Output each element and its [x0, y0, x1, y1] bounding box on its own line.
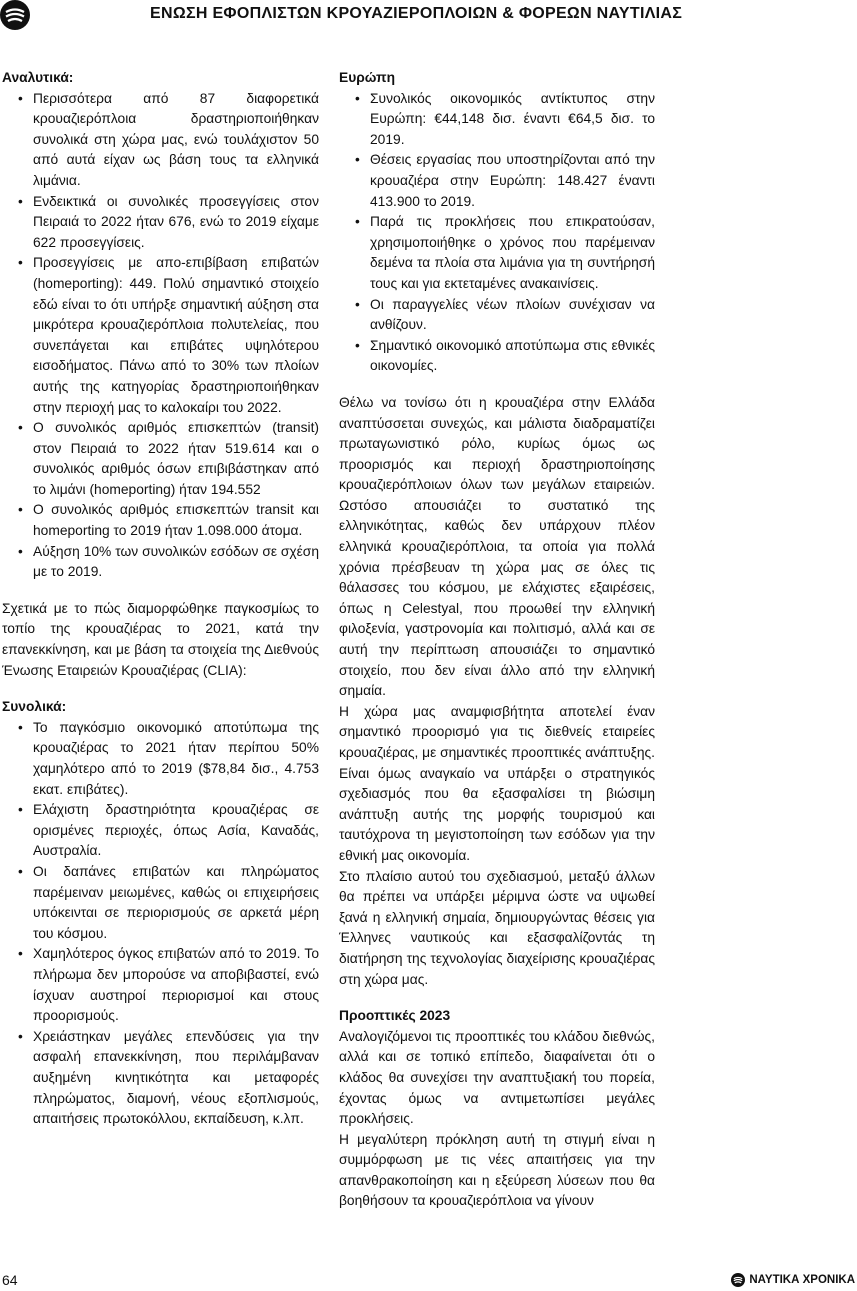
europe-list — [339, 89, 655, 377]
naftika-logo-icon — [731, 1273, 745, 1287]
list-item: • Προσεγγίσεις με απο-επιβίβαση επιβατών (homeporting): 449. Πολύ σημαντικό στοιχείο εδώ είναι το ότι υπήρξε σημαντική αύξηση στα μικρότερα κρουαζιερόπλοια πολυτελείας, που συνεπάγεται και επιβάτες υψηλότερου εισοδήματος. Πάνω από το 30% των πλοίων αυτής της κατηγορίας δραστηριοποιήθηκαν στην περιοχή μας το καλοκαίρι του 2022. — [33, 253, 319, 418]
list-item: • Οι παραγγελίες νέων πλοίων συνέχισαν να ανθίζουν. — [370, 295, 655, 336]
europe-heading: Ευρώπη — [339, 70, 396, 85]
body-paragraph: Στο πλαίσιο αυτού του σχεδιασμού, μεταξύ άλλων θα πρέπει να υπάρξει μέριμνα ώστε να υψωθεί ξανά η ελληνική σημαία, δημιουργώντας θέσεις για Έλληνες ναυτικούς και εξασφαλίζοντάς τη διατήρηση της τεχνολογίας διαχείρισης κρουαζιέρας στη χώρα μας. — [339, 868, 655, 987]
list-item: • Σημαντικό οικονομικό αποτύπωμα στις εθνικές οικονομίες. — [370, 336, 655, 377]
body-paragraph: Η χώρα μας αναμφισβήτητα αποτελεί έναν σημαντικό προορισμό για τις διεθνείς εταιρείες κρουαζιέρας, με σημαντικές προοπτικές ανάπτυξης. Είναι όμως αναγκαίο να υπάρξει ο στρατηγικός σχεδιασμός που θα εξασφαλίσει τη βιώσιμη ανάπτυξη αυτής της μορφής τουρισμού και ταυτόχρονα τη μεγιστοποίηση των εσόδων για την εθνική μας οικονομία. — [339, 703, 655, 863]
body-paragraph: Η μεγαλύτερη πρόκληση αυτή τη στιγμή είναι η συμμόρφωση με τις νέες απαιτήσεις για την απανθρακοποίηση και η εξεύρεση λύσεων που θα βοηθήσουν τα κρουαζιερόπλοια να γίνουν — [339, 1131, 655, 1209]
left-column — [2, 68, 319, 1130]
list-item: • Χαμηλότερος όγκος επιβατών από το 2019. Το πλήρωμα δεν μπορούσε να αποβιβαστεί, ενώ ίσχυαν αυστηροί περιορισμοί και στους προορισμούς. — [33, 944, 319, 1026]
header-title: ΕΝΩΣΗ ΕΦΟΠΛΙΣΤΩΝ ΚΡΟΥΑΖΙΕΡΟΠΛΟΙΩΝ & ΦΟΡΕΩΝ ΝΑΥΤΙΛΙΑΣ — [150, 5, 683, 22]
naftika-logo-icon — [0, 0, 30, 30]
footer-brand-name: ΝΑΥΤΙΚΑ ΧΡΟΝΙΚΑ — [749, 1274, 855, 1286]
footer-brand — [731, 1273, 855, 1287]
list-item: • Παρά τις προκλήσεις που επικρατούσαν, χρησιμοποιήθηκε ο χρόνος που παρέμειναν δεμένα τα πλοία στα λιμάνια για τη συντήρησή τους και για εκτεταμένες ανακαινίσεις. — [370, 212, 655, 294]
list-item: • Το παγκόσμιο οικονομικό αποτύπωμα της κρουαζιέρας το 2021 ήταν περίπου 50% χαμηλότερο από το 2019 ($78,84 δισ., 4.753 εκατ. επιβάτες). — [33, 718, 319, 800]
list-item: • Περισσότερα από 87 διαφορετικά κρουαζιερόπλοια δραστηριοποιήθηκαν συνολικά στη χώρα μας, ενώ τουλάχιστον 50 από αυτά είχαν ως βάση τους τα ελληνικά λιμάνια. — [33, 89, 319, 192]
list-item: • Ενδεικτικά οι συνολικές προσεγγίσεις στον Πειραιά το 2022 ήταν 676, ενώ το 2019 είχαμε 622 προσεγγίσεις. — [33, 192, 319, 254]
list-item: • Συνολικός οικονομικός αντίκτυπος στην Ευρώπη: €44,148 δισ. έναντι €64,5 δισ. το 2019. — [370, 89, 655, 151]
page-number: 64 — [2, 1272, 18, 1288]
prospects-heading: Προοπτικές 2023 — [339, 1008, 451, 1024]
list-item: • Οι δαπάνες επιβατών και πληρώματος παρέμειναν μειωμένες, καθώς οι επιχειρήσεις υπόκεινται σε περιορισμούς σε αρκετά μέρη του κόσμου. — [33, 862, 319, 944]
synolika-heading: Συνολικά: — [2, 699, 67, 715]
right-column — [339, 68, 655, 1212]
analytika-heading: Αναλυτικά: — [2, 70, 74, 85]
list-item: • Θέσεις εργασίας που υποστηρίζονται από την κρουαζιέρα στην Ευρώπη: 148.427 έναντι 413.900 το 2019. — [370, 150, 655, 212]
analytika-list — [2, 89, 319, 583]
list-item: • Ελάχιστη δραστηριότητα κρουαζιέρας σε ορισμένες περιοχές, όπως Ασία, Καναδάς, Αυστραλία. — [33, 800, 319, 862]
synolika-list — [2, 718, 319, 1130]
list-item: • Ο συνολικός αριθμός επισκεπτών transit και homeporting το 2019 ήταν 1.098.000 άτομα. — [33, 500, 319, 541]
list-item: • Ο συνολικός αριθμός επισκεπτών (transit) στον Πειραιά το 2022 ήταν 519.614 και ο συνολικός αριθμός όσων επιβιβάστηκαν από το λιμάνι (homeporting) ήταν 194.552 — [33, 418, 319, 500]
body-paragraph: Θέλω να τονίσω ότι η κρουαζιέρα στην Ελλάδα αναπτύσσεται συνεχώς, και μάλιστα διαδραματίζει πρωταγωνιστικό ρόλο, κυρίως όμως ως προορισμός και περιοχή δραστηριοποίησης κρουαζιερόπλοιων όλων των μεγάλων εταιρειών. Ωστόσο απουσιάζει το συστατικό της ελληνικότητας, καθώς δεν υπάρχουν πλέον ελληνικά κρουαζιερόπλοια, τα οποία για πολλά χρόνια πρέσβευαν τη χώρα μας σε όλες τις θάλασσες του κόσμου, με ελάχιστες εξαιρέσεις, όπως η Celestyal, που προωθεί την ελληνική φιλοξενία, γαστρονομία και πολιτισμό, αλλά και σε αυτή την περίπτωση απουσιάζει το σημαντικό στοιχείο, που δεν είναι άλλο από την ελληνική σημαία. — [339, 394, 655, 699]
list-item: • Αύξηση 10% των συνολικών εσόδων σε σχέση με το 2019. — [33, 542, 319, 583]
page-header — [0, 0, 857, 30]
clia-intro-paragraph: Σχετικά με το πώς διαμορφώθηκε παγκοσμίως το τοπίο της κρουαζιέρας το 2021, κατά την επανεκκίνηση, και με βάση τα στοιχεία της Διεθνούς Ένωσης Εταιρειών Κρουαζιέρας (CLIA): — [2, 600, 319, 678]
list-item: • Χρειάστηκαν μεγάλες επενδύσεις για την ασφαλή επανεκκίνηση, που περιλάμβαναν αυξημένη κινητικότητα και μεταφορές πληρώματος, διαμονή, νέους εξοπλισμούς, απαιτήσεις πρωτοκόλλου, εκπαίδευση, κ.λπ. — [33, 1027, 319, 1130]
body-paragraph: Αναλογιζόμενοι τις προοπτικές του κλάδου διεθνώς, αλλά και σε τοπικό επίπεδο, διαφαίνεται ότι ο κλάδος θα συνεχίσει την αναπτυξιακή του πορεία, έχοντας όμως να αντιμετωπίσει μεγάλες προκλήσεις. — [339, 1028, 655, 1127]
